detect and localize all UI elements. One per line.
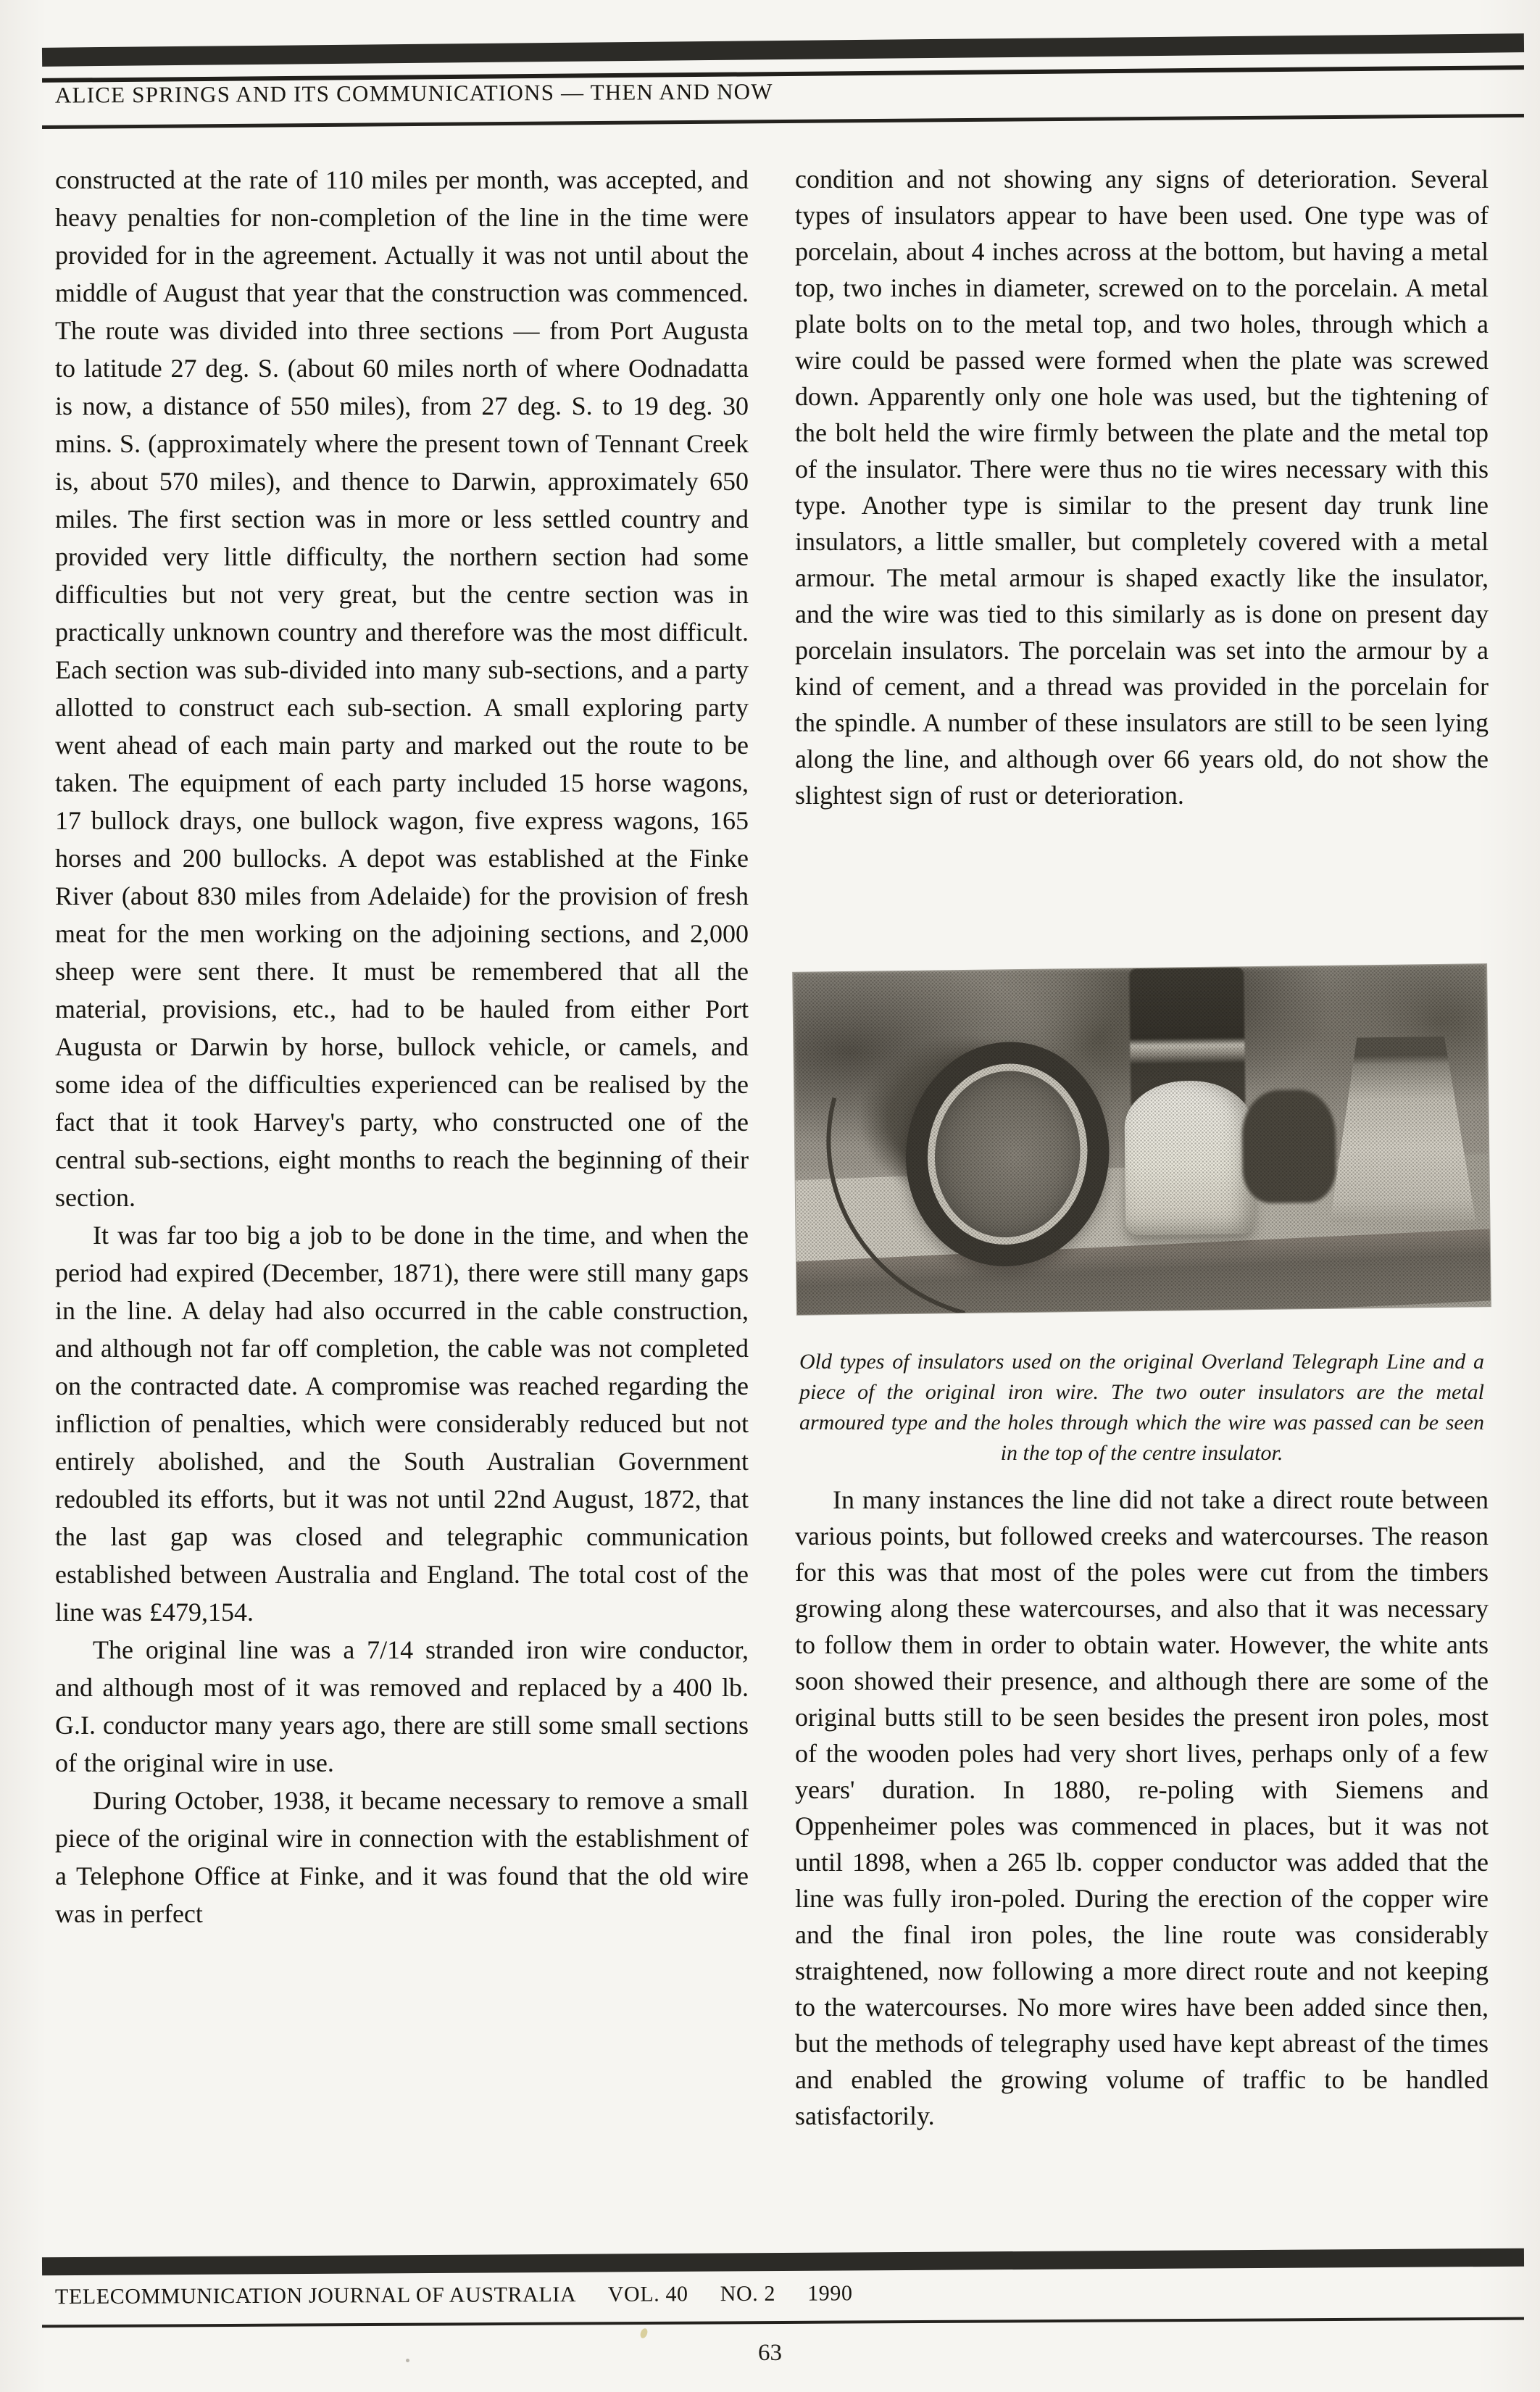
paragraph: condition and not showing any signs of deterioration. Several types of insulators appear to have been used. One type was of porcelain, about 4 inches across at the bottom, but having a metal top, two inches in diameter, screwed on to the porcelain. A metal plate bolts on to the metal top, and two holes, through which a wire could be passed were formed when the plate was screwed down. Apparently only one hole was used, but the tightening of the bolt held the wire firmly between the plate and the metal top of the insulator. There were thus no tie wires necessary with this type. Another type is similar to the present day trunk line insulators, a little smaller, but completely covered with a metal armour. The metal armour is shaped exactly like the insulator, and the wire was tied to this similarly as is done on present day porcelain insulators. The porcelain was set into the armour by a kind of cement, and a thread was provided in the porcelain for the spindle. A number of these insulators are still to be seen lying along the line, and although over 66 years old, do not show the slightest sign of rust or deterioration. [795,165,1489,810]
running-head: ALICE SPRINGS AND ITS COMMUNICATIONS — THEN AND NOW [54,78,773,108]
footer-rule-thick [42,2248,1524,2275]
paragraph: The original line was a 7/14 stranded iron wire conductor, and although most of it was removed and replaced by a 400 lb. G.I. conductor many years ago, there are still some small sections of the original wire in use. [55,1635,749,1777]
insulators-photo [793,964,1491,1315]
footer-issue-number: NO. 2 [720,2281,776,2306]
photo-halftone-overlay [793,964,1491,1315]
header-underline [42,114,1524,129]
scan-speck [639,2327,649,2339]
footer-journal-title: TELECOMMUNICATION JOURNAL OF AUSTRALIA [54,2283,577,2309]
paragraph: constructed at the rate of 110 miles per month, was accepted, and heavy penalties for non-completion of the line in the time were provided for in the agreement. Actually it was not until about the middle of August that year that the construction was commenced. The route was divided into three sections — from Port Augusta to latitude 27 deg. S. (about 60 miles north of where Oodnadatta is now, a distance of 550 miles), from 27 deg. S. to 19 deg. 30 mins. S. (approximately where the present town of Tennant Creek is, about 570 miles), and thence to Darwin, approximately 650 miles. The first section was in more or less settled country and provided very little difficulty, the northern section had some difficulties but not very great, but the centre section was in practically unknown country and therefore was the most difficult. Each section was sub-divided into many sub-sections, and a party allotted to construct each sub-section. A small exploring party went ahead of each main party and marked out the route to be taken. The equipment of each party included 15 horse wagons, 17 bullock drays, one bullock wagon, five express wagons, 165 horses and 200 bullocks. A depot was established at the Finke River (about 830 miles from Adelaide) for the provision of fresh meat for the men working on the adjoining sections, and 2,000 sheep were sent there. It must be remembered that all the material, provisions, etc., had to be hauled from either Port Augusta or Darwin by horse, bullock vehicle, or camels, and some idea of the difficulties experienced can be realised by the fact that it took Harvey's party, who constructed one of the central sub-sections, eight months to reach the beginning of their section. [55,165,749,1212]
right-column [795,161,1489,2248]
top-rule-thick [42,33,1524,67]
footer-rule-thin [42,2317,1524,2328]
paragraph: During October, 1938, it became necessary to remove a small piece of the original wire in connection with the establishment of a Telephone Office at Finke, and it was found that the old wire was in perfect [55,1786,749,1928]
scan-speck [406,2359,409,2362]
page-number: 63 [758,2340,782,2366]
paragraph: In many instances the line did not take a direct route between various points, but followed creeks and watercourses. The reason for this was that most of the poles were cut from the timbers growing along these watercourses, and also that it was necessary to follow them in order to obtain water. However, the white ants soon showed their presence, and although there are some of the original butts still to be seen besides the present iron poles, most of the wooden poles had very short lives, perhaps only of a few years' duration. In 1880, re-poling with Siemens and Oppenheimer poles was commenced in places, but it was not until 1898, when a 265 lb. copper conductor was added that the line was fully iron-poled. During the erection of the copper wire and the final iron poles, the line route was considerably straightened, now following a more direct route and not keeping to the watercourses. No more wires have been added since then, but the methods of telegraphy used have kept abreast of the times and enabled the growing volume of traffic to be handled satisfactorily. [795,1485,1489,2130]
footer-volume: VOL. 40 [607,2282,688,2306]
paragraph: It was far too big a job to be done in the time, and when the period had expired (December, 1871), there were still many gaps in the line. A delay had also occurred in the cable construction, and although not far off completion, the cable was not completed on the contracted date. A compromise was reached regarding the infliction of penalties, which were considerably reduced but not entirely abolished, and the South Australian Government redoubled its efforts, but it was not until 22nd August, 1872, that the last gap was closed and telegraphic communication established between Australia and England. The total cost of the line was £479,154. [55,1221,749,1627]
footer [55,2279,1432,2309]
footer-year: 1990 [807,2281,853,2306]
left-column [55,161,749,2248]
photo-caption: Old types of insulators used on the original Overland Telegraph Line and a piece of the original iron wire. The two outer insulators are the metal armoured type and the holes through which the wire was passed can be seen in the top of the centre insulator. [799,1350,1484,1465]
